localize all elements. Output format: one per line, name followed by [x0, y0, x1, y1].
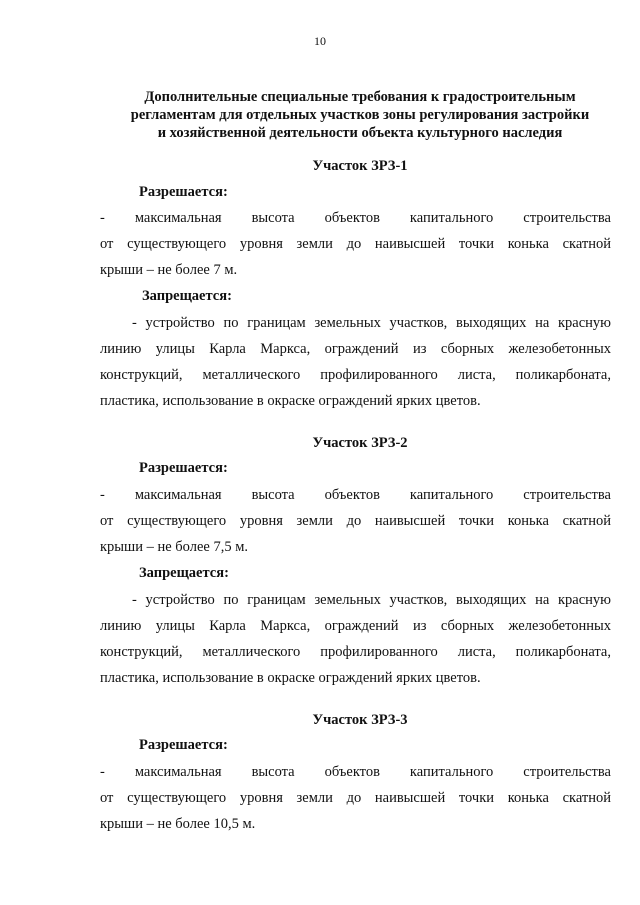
text-line: конструкций, металлического профилированного листа, поликарбоната,	[100, 644, 611, 660]
allowed-paragraph	[100, 205, 611, 283]
forbidden-label: Запрещается:	[142, 288, 232, 304]
text-line: от существующего уровня земли до наивысшей точки конька скатной	[100, 513, 611, 529]
text-line: конструкций, металлического профилированного листа, поликарбоната,	[100, 367, 611, 383]
heading-line: Дополнительные специальные требования к градостроительным	[144, 89, 576, 105]
text-line: пластика, использование в окраске ограждений ярких цветов.	[100, 670, 481, 686]
zone-title: Участок ЗРЗ-2	[312, 435, 408, 451]
zone-title: Участок ЗРЗ-3	[312, 712, 408, 728]
text-line: от существующего уровня земли до наивысшей точки конька скатной	[100, 236, 611, 252]
text-line: линию улицы Карла Маркса, ограждений из сборных железобетонных	[100, 341, 611, 357]
allowed-paragraph	[100, 482, 611, 560]
text-line: - устройство по границам земельных участков, выходящих на красную	[132, 315, 611, 331]
text-line: крыши – не более 7,5 м.	[100, 539, 249, 555]
forbidden-paragraph	[100, 587, 611, 691]
text-line: линию улицы Карла Маркса, ограждений из сборных железобетонных	[100, 618, 611, 634]
text-line: крыши – не более 10,5 м.	[100, 816, 256, 832]
allowed-label: Разрешается:	[139, 184, 228, 200]
heading-line: регламентам для отдельных участков зоны регулирования застройки	[130, 107, 590, 123]
allowed-label: Разрешается:	[139, 737, 228, 753]
forbidden-paragraph	[100, 310, 611, 414]
allowed-label: Разрешается:	[139, 460, 228, 476]
text-line: - максимальная высота объектов капитального строительства	[100, 764, 611, 780]
text-line: - устройство по границам земельных участков, выходящих на красную	[132, 592, 611, 608]
text-line: от существующего уровня земли до наивысшей точки конька скатной	[100, 790, 611, 806]
document-heading	[100, 88, 620, 142]
page-number: 10	[314, 34, 326, 48]
forbidden-label: Запрещается:	[139, 565, 229, 581]
zone-title: Участок ЗРЗ-1	[312, 158, 408, 174]
text-line: - максимальная высота объектов капитального строительства	[100, 210, 611, 226]
allowed-paragraph	[100, 759, 611, 837]
heading-line: и хозяйственной деятельности объекта культурного наследия	[157, 125, 563, 141]
text-line: крыши – не более 7 м.	[100, 262, 238, 278]
text-line: пластика, использование в окраске ограждений ярких цветов.	[100, 393, 481, 409]
text-line: - максимальная высота объектов капитального строительства	[100, 487, 611, 503]
